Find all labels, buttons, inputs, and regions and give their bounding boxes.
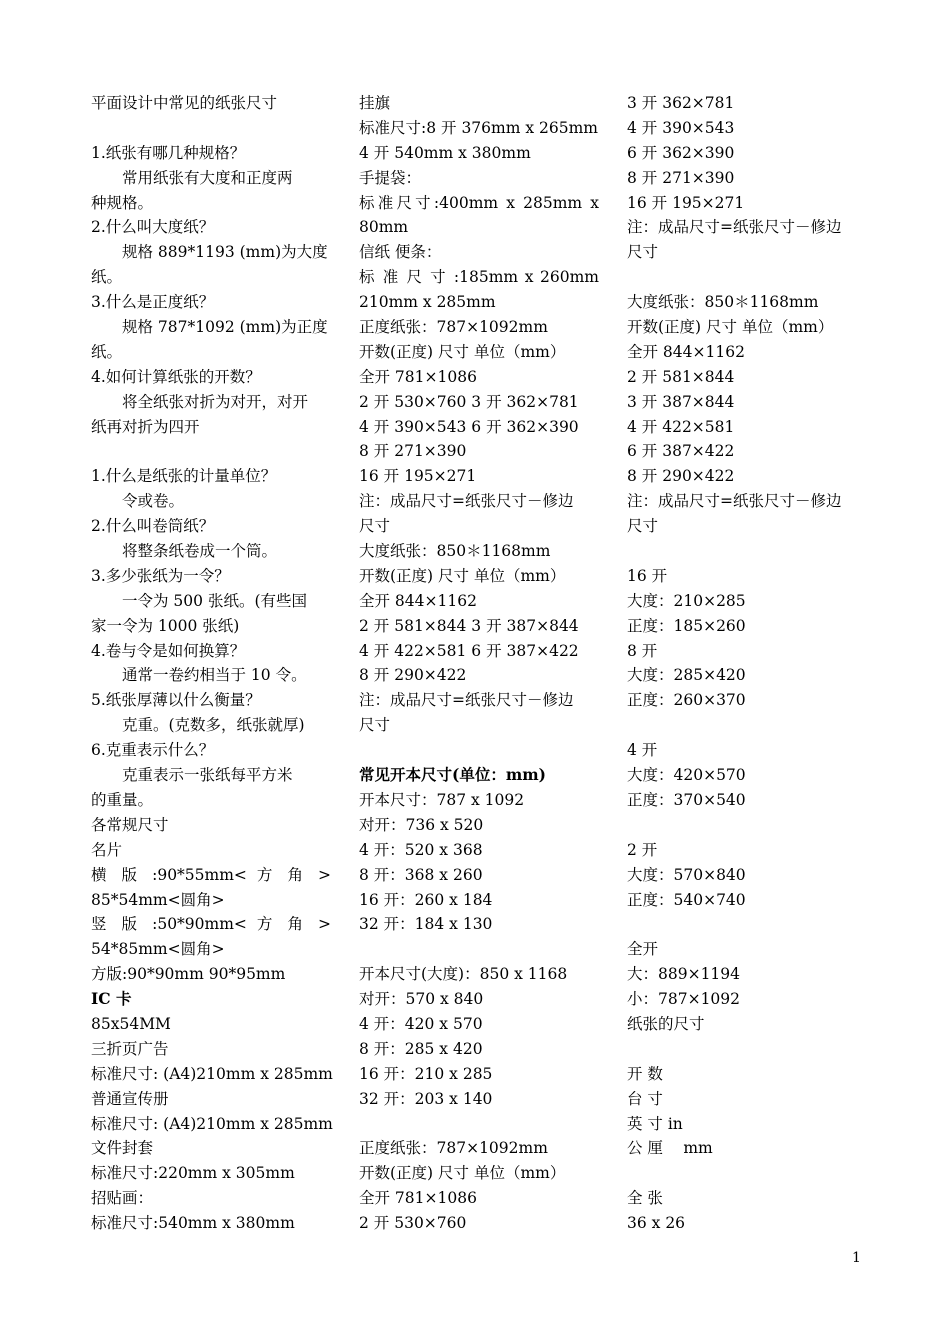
text-line: 大度：210×285 [627,591,746,610]
text-line: 4 开 422×581 [627,417,735,436]
text-line: 16 开 195×271 [359,467,477,486]
text-line: 2.什么叫大度纸？ [91,218,215,237]
text-line: 标准尺寸: (A4)210mm x 285mm [91,1114,333,1133]
text-line: 英 寸 in [627,1114,683,1133]
text-line: 规格 889*1193 (mm)为大度 [91,243,328,262]
text-line: 纸再对折为四开 [91,417,200,436]
text-line: 对开：736 x 520 [359,815,484,834]
text-line: 令或卷。 [91,492,185,511]
text-line: 各常规尺寸 [91,815,169,834]
text-line: 8 开：285 x 420 [359,1039,483,1058]
text-line: 对开：570 x 840 [359,990,484,1009]
text-line: 注：成品尺寸=纸张尺寸－修边 [359,691,574,710]
text-line [627,265,867,290]
text-line: 注：成品尺寸=纸张尺寸－修边 [359,492,574,511]
text-line: 4 开 390×543 [627,118,735,137]
text-line: 挂旗 [359,94,391,112]
text-line: 8 开 290×422 [627,467,735,486]
text-line [91,439,331,464]
text-line: 正度纸张：787×1092mm [359,318,548,337]
text-line: 尺寸 [627,243,659,262]
text-line: 大度：420×570 [627,766,746,785]
text-line: 1.纸张有哪几种规格？ [91,143,246,162]
text-line: 32 开：203 x 140 [359,1089,493,1108]
text-line: IC 卡 [91,989,163,1009]
text-line: 注：成品尺寸=纸张尺寸－修边 [627,492,842,511]
text-line: 2.什么叫卷筒纸？ [91,517,215,536]
text-line: 家一令为 1000 张纸) [91,616,240,635]
text-line: 开本尺寸：787 x 1092 [359,790,525,809]
text-line: 横 版 :90*55mm< 方 角 > [91,865,331,884]
text-line: 3.什么是正度纸？ [91,293,215,312]
text-line: 大度纸张：850＊1168mm [627,293,819,312]
text-line: 方版:90*90mm 90*95mm [91,965,286,984]
text-line: 一令为 500 张纸。(有些国 [91,591,307,610]
text-line: 54*85mm<圆角> [91,940,225,959]
text-line: 4 开 [627,741,658,760]
text-line: 4 开：420 x 570 [359,1014,483,1033]
text-line: 大度纸张：850＊1168mm [359,542,551,561]
text-line: 1.什么是纸张的计量单位？ [91,467,277,486]
text-line: 信纸 便条： [359,243,442,262]
text-line: 标准尺寸: (A4)210mm x 285mm [91,1064,333,1083]
text-line: 常见开本尺寸(单位：mm) [359,765,546,785]
text-line: 克重表示一张纸每平方米 [91,766,293,785]
text-line: 2 开 [627,840,658,859]
text-line: 210mm x 285mm [359,293,496,312]
text-line: 8 开 271×390 [627,168,735,187]
text-line: 2 开 530×760 3 开 362×781 [359,392,579,411]
text-line: 全开 781×1086 [359,367,477,386]
text-line: 开 数 [627,1064,663,1083]
text-line: 开数(正度) 尺寸 单位（mm） [359,1164,566,1183]
text-line: 开数(正度) 尺寸 单位（mm） [359,342,566,361]
text-line: 8 开：368 x 260 [359,865,483,884]
text-line [627,713,867,738]
text-line: 16 开 [627,566,668,585]
text-line [627,1161,867,1186]
text-line: 规格 787*1092 (mm)为正度 [91,318,328,337]
text-line: 16 开：260 x 184 [359,890,493,909]
text-line: 将全纸张对折为对开，对开 [91,392,309,411]
text-line: 3 开 362×781 [627,94,735,112]
text-line: 8 开 271×390 [359,442,467,461]
text-line: 大：889×1194 [627,965,741,984]
text-line: 2 开 530×760 [359,1214,467,1233]
text-line: 6 开 362×390 [627,143,735,162]
text-line: 尺寸 [359,517,391,536]
text-line: 正度纸张：787×1092mm [359,1139,548,1158]
text-line: 竖 版 :50*90mm< 方 角 > [91,915,331,934]
text-line: 36 x 26 [627,1214,686,1233]
text-line: 8 开 [627,641,658,660]
text-line: 全开 [627,940,659,959]
text-line: 5.纸张厚薄以什么衡量？ [91,691,261,710]
text-line: 小：787×1092 [627,990,741,1009]
text-line: 85x54MM [91,1014,171,1033]
text-line [359,738,599,763]
text-line: 公 厘 mm [627,1139,713,1158]
text-line [627,539,867,564]
text-line: 正度：260×370 [627,691,746,710]
text-column-1 [91,91,331,1236]
text-line: 2 开 581×844 [627,367,735,386]
text-line: 8 开 290×422 [359,666,467,685]
text-line: 标准尺寸:400mm x 285mm x [359,193,599,212]
text-line: 3.多少张纸为一令？ [91,566,230,585]
text-line: 32 开：184 x 130 [359,915,493,934]
text-column-3 [627,91,867,1236]
text-line: 尺寸 [359,716,391,735]
text-line [627,813,867,838]
text-line: 注：成品尺寸=纸张尺寸－修边 [627,218,842,237]
text-line [359,1112,599,1137]
text-line: 开本尺寸(大度)：850 x 1168 [359,965,568,984]
text-line: 4 开 540mm x 380mm [359,143,531,162]
text-line: 正度：540×740 [627,890,746,909]
text-line: 通常一卷约相当于 10 令。 [91,666,307,685]
text-line: 全开 844×1162 [627,342,745,361]
text-line: 大度：570×840 [627,865,746,884]
text-line: 80mm [359,218,409,237]
text-column-2 [359,91,599,1236]
text-line: 开数(正度) 尺寸 单位（mm） [627,318,834,337]
text-line: 大度：285×420 [627,666,746,685]
text-line [359,937,599,962]
text-line: 正度：185×260 [627,616,746,635]
text-line: 4 开：520 x 368 [359,840,483,859]
text-line: 标准尺寸:8 开 376mm x 265mm [359,118,598,137]
text-line: 开数(正度) 尺寸 单位（mm） [359,566,566,585]
text-line: 台 寸 [627,1089,663,1108]
text-line: 85*54mm<圆角> [91,890,225,909]
text-line: 纸张的尺寸 [627,1014,705,1033]
text-line [91,116,331,141]
text-line: 种规格。 [91,193,154,212]
text-line: 4.卷与令是如何换算？ [91,641,246,660]
text-line: 6 开 387×422 [627,442,735,461]
text-line: 常用纸张有大度和正度两 [91,168,293,187]
text-line: 纸。 [91,342,123,361]
text-line: 名片 [91,840,123,859]
text-line: 平面设计中常见的纸张尺寸 [91,94,278,112]
text-line: 三折页广告 [91,1039,169,1058]
text-line: 4 开 422×581 6 开 387×422 [359,641,579,660]
text-line: 尺寸 [627,517,659,536]
text-line: 克重。(克数多，纸张就厚) [91,716,305,735]
text-line [627,1037,867,1062]
text-line: 2 开 581×844 3 开 387×844 [359,616,579,635]
text-line: 普通宣传册 [91,1089,169,1108]
text-line: 纸。 [91,268,123,287]
text-line: 16 开：210 x 285 [359,1064,493,1083]
text-line: 3 开 387×844 [627,392,735,411]
text-line: 标 准 尺 寸 :185mm x 260mm [359,268,599,287]
text-line [627,912,867,937]
text-line: 的重量。 [91,790,154,809]
text-line: 4 开 390×543 6 开 362×390 [359,417,579,436]
text-line: 招贴画： [91,1189,154,1208]
text-line: 全开 844×1162 [359,591,477,610]
text-line: 6.克重表示什么？ [91,741,215,760]
text-line: 16 开 195×271 [627,193,745,212]
page-number: 1 [852,1250,861,1266]
text-line: 全开 781×1086 [359,1189,477,1208]
text-line: 手提袋： [359,168,422,187]
text-line: 文件封套 [91,1139,154,1158]
text-line: 全 张 [627,1189,663,1208]
text-line: 将整条纸卷成一个筒。 [91,542,278,561]
text-line: 标准尺寸:220mm x 305mm [91,1164,295,1183]
text-line: 正度：370×540 [627,790,746,809]
text-line: 标准尺寸:540mm x 380mm [91,1214,295,1233]
text-line: 4.如何计算纸张的开数？ [91,367,261,386]
